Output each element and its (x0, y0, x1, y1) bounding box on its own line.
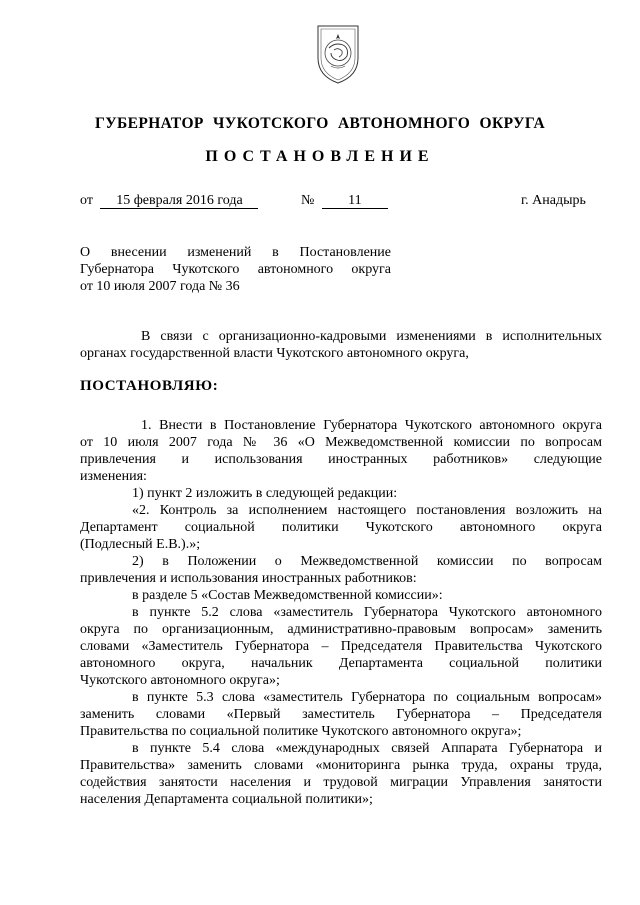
text-line: в пункте 5.4 слова «международных связей Аппарата Губернатора и (132, 741, 602, 756)
text-line: изменения: (80, 469, 147, 484)
text-line: населения Департамента социальной политики»; (80, 792, 373, 807)
number-line (301, 193, 388, 209)
issuer-title: ГУБЕРНАТОР ЧУКОТСКОГО АВТОНОМНОГО ОКРУГА (94, 115, 546, 132)
main-text (80, 417, 602, 808)
text-line: Чукотского автономного округа»; (80, 673, 280, 688)
text-line: от 10 июля 2007 года № 36 «О Межведомственной комиссии по вопросам (80, 435, 602, 450)
preamble-line: В связи с организационно-кадровыми изменениями в исполнительных (141, 329, 602, 344)
text-line: автономного округа, начальник Департамента социальной политики (80, 656, 602, 671)
text-line: 2) в Положении о Межведомственной комиссии по вопросам (132, 554, 602, 569)
text-line: Департамент социальной политики Чукотского автономного округа (80, 520, 602, 535)
subject-line: Губернатора Чукотского автономного округа (80, 262, 391, 277)
text-line: в пункте 5.3 слова «заместитель Губернатора по социальным вопросам» (132, 690, 602, 705)
preamble (80, 328, 602, 362)
text-line: словами «Заместитель Губернатора – Председателя Правительства Чукотского (80, 639, 602, 654)
text-line: (Подлесный Е.В.).»; (80, 537, 201, 552)
document-number: 11 (322, 193, 388, 209)
preamble-line: органах государственной власти Чукотского автономного округа, (80, 346, 469, 361)
text-line: округа по организационным, административно-правовым вопросам» заменить (80, 622, 602, 637)
document-subject (80, 244, 391, 295)
coat-of-arms-emblem (313, 20, 363, 86)
text-line: «2. Контроль за исполнением настоящего постановления возложить на (132, 503, 602, 518)
decree-heading: ПОСТАНОВЛЯЮ: (80, 378, 219, 394)
date-prefix: от (80, 193, 93, 208)
text-line: заменить словами «Первый заместитель Губернатора – Председателя (80, 707, 602, 722)
text-line: в пункте 5.2 слова «заместитель Губернатора Чукотского автономного (132, 605, 602, 620)
text-line: привлечения и использования иностранных работников: (80, 571, 417, 586)
text-line: привлечения и использования иностранных работников» следующие (80, 452, 602, 467)
text-line: 1. Внести в Постановление Губернатора Чукотского автономного округа (141, 418, 602, 433)
text-line: 1) пункт 2 изложить в следующей редакции: (132, 486, 398, 501)
number-prefix: № (301, 193, 315, 208)
document-date: 15 февраля 2016 года (100, 193, 258, 209)
subject-line: от 10 июля 2007 года № 36 (80, 279, 240, 294)
text-line: в разделе 5 «Состав Межведомственной комиссии»: (132, 588, 443, 603)
date-line (80, 193, 258, 209)
document-place: г. Анадырь (521, 193, 586, 208)
text-line: Правительства по социальной политике Чукотского автономного округа»; (80, 724, 522, 739)
document-type-heading: ПОСТАНОВЛЕНИЕ (205, 148, 435, 165)
subject-line: О внесении изменений в Постановление (80, 245, 391, 260)
text-line: содействия занятости населения и трудовой миграции Управления занятости (80, 775, 602, 790)
text-line: Правительства» заменить словами «мониторинга рынка труда, охраны труда, (80, 758, 602, 773)
